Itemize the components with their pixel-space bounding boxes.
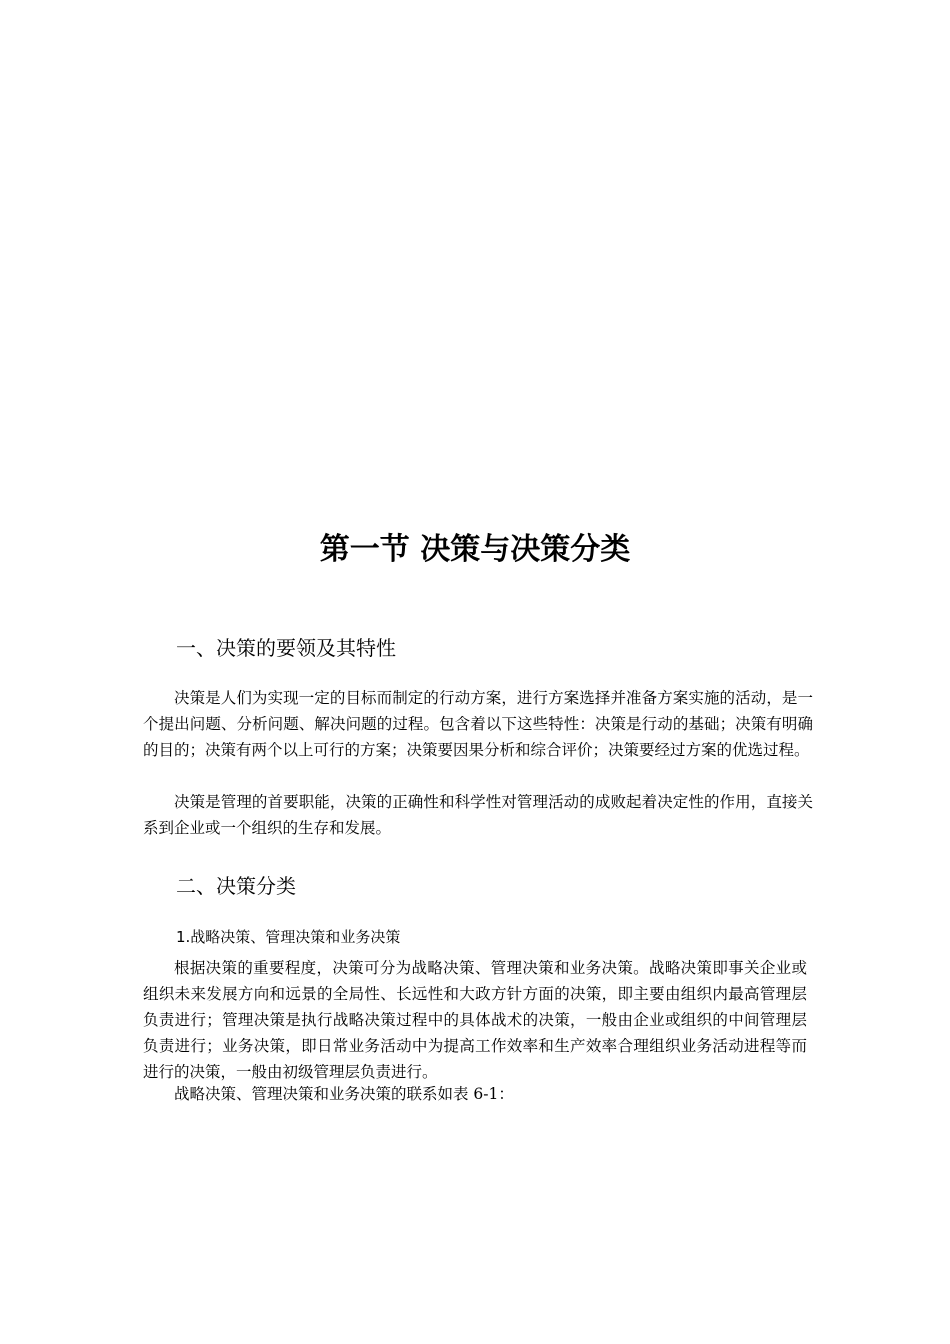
paragraph-decision-importance: 决策是管理的首要职能，决策的正确性和科学性对管理活动的成败起着决定性的作用，直接关系到企业或一个组织的生存和发展。	[143, 793, 813, 837]
section-heading-2: 二、决策分类	[176, 874, 296, 898]
subsection-heading: 1.战略决策、管理决策和业务决策	[176, 928, 401, 946]
section-heading-1: 一、决策的要领及其特性	[176, 636, 396, 660]
paragraph-table-reference: 战略决策、管理决策和业务决策的联系如表 6-1：	[174, 1085, 514, 1103]
chapter-title: 第一节 决策与决策分类	[319, 532, 631, 567]
paragraph-decision-levels: 根据决策的重要程度，决策可分为战略决策、管理决策和业务决策。战略决策即事关企业或组织未来发展方向和远景的全局性、长远性和大政方针方面的决策，即主要由组织内最高管理层负责进行；管理决策是执行战略决策过程中的具体战术的决策，一般由企业或组织的中间管理层负责进行；业务决策，即日常业务活动中为提高工作效率和生产效率合理组织业务活动进程等而进行的决策，一般由初级管理层负责进行。	[143, 959, 807, 1081]
paragraph-decision-definition: 决策是人们为实现一定的目标而制定的行动方案，进行方案选择并准备方案实施的活动，是一个提出问题、分析问题、解决问题的过程。包含着以下这些特性：决策是行动的基础；决策有明确的目的；决策有两个以上可行的方案；决策要因果分析和综合评价；决策要经过方案的优选过程。	[143, 689, 813, 759]
